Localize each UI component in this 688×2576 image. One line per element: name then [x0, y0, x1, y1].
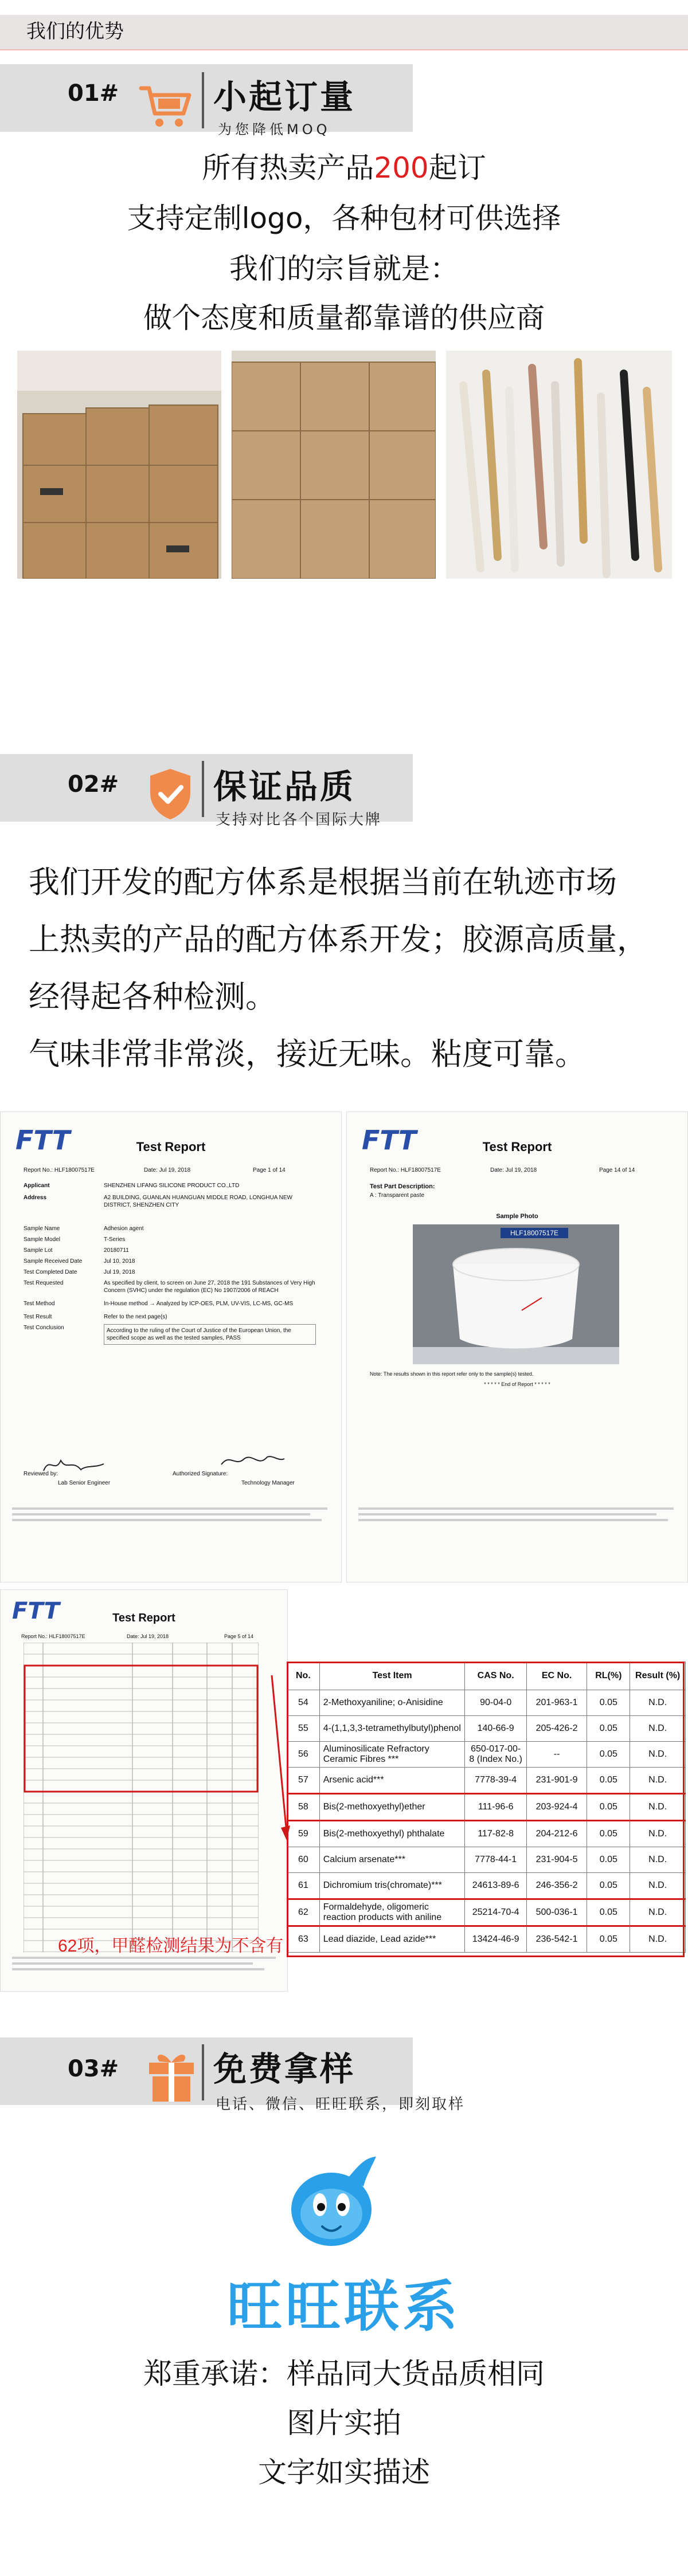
table-cell: 203-924-4 — [526, 1794, 587, 1821]
table-row — [287, 1690, 686, 1716]
field-row: Sample Model T-Series — [24, 1236, 126, 1243]
table-row — [287, 1768, 686, 1794]
section1-line-1 — [0, 148, 688, 188]
table-cell: 58 — [287, 1794, 320, 1821]
section3-number: 03# — [68, 2056, 119, 2082]
wangwang-brand: 旺旺联系 — [227, 2275, 461, 2339]
table-cell: Calcium arsenate*** — [319, 1847, 465, 1873]
table-row — [287, 1899, 686, 1926]
table-cell: 62 — [287, 1899, 320, 1926]
footer-text-block — [358, 1507, 674, 1510]
report-page: Page 14 of 14 — [599, 1167, 635, 1173]
table-cell: N.D. — [630, 1873, 686, 1899]
promise-line: 图片实拍 — [287, 2406, 401, 2440]
table-cell: Bis(2-methoxyethyl)ether — [319, 1794, 465, 1821]
section2-title: 保证品质 — [213, 767, 356, 806]
ftt-logo: FTT — [12, 1598, 60, 1624]
report-title: Test Report — [112, 1612, 175, 1624]
table-cell: 500-036-1 — [526, 1899, 587, 1926]
table-cell: 25214-70-4 — [465, 1899, 526, 1926]
table-cell: 0.05 — [587, 1899, 630, 1926]
ftt-logo: FTT — [362, 1125, 417, 1156]
table-cell: 246-356-2 — [526, 1873, 587, 1899]
table-cell: N.D. — [630, 1768, 686, 1794]
field-row: Sample Received Date Jul 10, 2018 — [24, 1258, 135, 1265]
table-cell: 60 — [287, 1847, 320, 1873]
table-cell: 90-04-0 — [465, 1690, 526, 1716]
table-cell: Arsenic acid*** — [319, 1768, 465, 1794]
col-header: EC No. — [526, 1662, 587, 1690]
table-cell: 4-(1,1,3,3-tetramethylbutyl)phenol — [319, 1716, 465, 1742]
table-cell: -- — [526, 1742, 587, 1768]
table-cell: N.D. — [630, 1926, 686, 1953]
table-cell: 63 — [287, 1926, 320, 1953]
table-row — [287, 1926, 686, 1953]
table-cell: N.D. — [630, 1742, 686, 1768]
table-cell: 231-904-5 — [526, 1847, 587, 1873]
table-cell: 0.05 — [587, 1821, 630, 1847]
table-row — [287, 1742, 686, 1768]
test-report-page-14 — [346, 1112, 688, 1582]
line-text: 起订 — [428, 151, 486, 184]
field-row: Test Method In-House method → Analyzed by ICP-OES, PLM, UV-VIS, LC-MS, GC-MS — [24, 1301, 294, 1307]
table-cell: N.D. — [630, 1794, 686, 1821]
paragraph-line: 我们开发的配方体系是根据当前在轨迹市场 — [29, 864, 617, 900]
section3-lines — [0, 2349, 688, 2497]
table-row — [287, 1873, 686, 1899]
results-table — [287, 1662, 686, 1953]
lipgloss-tubes-photo — [446, 351, 672, 579]
table-row — [287, 1716, 686, 1742]
table-cell: 2-Methoxyaniline; o-Anisidine — [319, 1690, 465, 1716]
field-row: Test Conclusion According to the ruling of the Court of Justice of the European Union, the specified scope as well as the tested samples, PASS — [24, 1324, 316, 1345]
section2-number: 02# — [68, 771, 119, 798]
table-cell: 57 — [287, 1768, 320, 1794]
table-cell: 231-901-9 — [526, 1768, 587, 1794]
test-report-page-5 — [0, 1589, 301, 1992]
mini-results-table — [24, 1643, 259, 1952]
field-row: Test Requested As specified by client, to screen on June 27, 2018 the 191 Substances of Very High Concern (SVHC) under the regulation (EC) No 1907/2006 of REACH — [24, 1280, 315, 1294]
report-no: Report No.: HLF18007517E — [370, 1167, 441, 1173]
table-cell: N.D. — [630, 1690, 686, 1716]
gift-box-icon — [146, 2049, 197, 2104]
header-divider — [0, 49, 688, 50]
end-of-report: * * * * * End of Report * * * * * — [484, 1381, 550, 1387]
section3-divider — [202, 2044, 204, 2100]
test-report-page-1 — [0, 1112, 342, 1582]
footer-text-block — [12, 1519, 322, 1521]
table-cell: Aluminosilicate Refractory Ceramic Fibres *** — [319, 1742, 465, 1768]
col-header: RL(%) — [587, 1662, 630, 1690]
part-description: Test Part Description: — [370, 1183, 435, 1190]
warehouse-photo-2 — [232, 351, 436, 579]
sample-tag: HLF18007517E — [501, 1228, 568, 1238]
report-title: Test Report — [136, 1140, 206, 1154]
table-cell: 61 — [287, 1873, 320, 1899]
section2-divider — [202, 761, 204, 817]
section1-line-3: 我们的宗旨就是： — [229, 252, 459, 285]
table-cell: 7778-39-4 — [465, 1768, 526, 1794]
table-cell: 0.05 — [587, 1847, 630, 1873]
table-cell: 236-542-1 — [526, 1926, 587, 1953]
table-cell: Formaldehyde, oligomeric reaction products with aniline — [319, 1899, 465, 1926]
footer-text-block — [12, 1957, 276, 1959]
page-title: 我们的优势 — [26, 20, 124, 43]
cart-icon — [138, 81, 195, 133]
photo-label: Sample Photo — [496, 1213, 538, 1220]
table-cell: 111-96-6 — [465, 1794, 526, 1821]
table-cell: 0.05 — [587, 1716, 630, 1742]
table-cell: N.D. — [630, 1899, 686, 1926]
paragraph-line: 上热卖的产品的配方体系开发；胶源高质量， — [29, 921, 648, 957]
section1-number: 01# — [68, 80, 119, 107]
section2-paragraph — [29, 854, 665, 1083]
footer-text-block — [12, 1962, 253, 1965]
section1-divider — [202, 72, 204, 128]
footer-text-block — [12, 1968, 264, 1970]
report-no: Report No.: HLF18007517E — [21, 1633, 85, 1639]
promise-line: 郑重承诺：样品同大货品质相同 — [143, 2357, 545, 2390]
report-title: Test Report — [482, 1140, 552, 1154]
report-date: Date: Jul 19, 2018 — [490, 1167, 537, 1173]
table-cell: Bis(2-methoxyethyl) phthalate — [319, 1821, 465, 1847]
reviewed-by: Reviewed by: — [24, 1471, 58, 1477]
table-cell: 24613-89-6 — [465, 1873, 526, 1899]
table-cell: 13424-46-9 — [465, 1926, 526, 1953]
table-cell: 0.05 — [587, 1873, 630, 1899]
table-cell: 204-212-6 — [526, 1821, 587, 1847]
table-cell: 201-963-1 — [526, 1690, 587, 1716]
paragraph-line: 气味非常非常淡，接近无味。粘度可靠。 — [29, 1036, 586, 1072]
paragraph-line: 经得起各种检测。 — [29, 979, 276, 1015]
report-page: Page 1 of 14 — [253, 1167, 286, 1173]
field-row: Address A2 BUILDING, GUANLAN HUANGUAN MIDDLE ROAD, LONGHUA NEW DISTRICT, SHENZHEN CITY — [24, 1195, 292, 1208]
field-row: Sample Name Adhesion agent — [24, 1226, 144, 1232]
promise-line: 文字如实描述 — [258, 2456, 430, 2489]
footer-text-block — [358, 1513, 656, 1515]
section3-title: 免费拿样 — [213, 2049, 356, 2088]
moq-highlight: 200 — [374, 151, 429, 184]
field-row: Applicant SHENZHEN LIFANG SILICONE PRODUCT CO.,LTD — [24, 1183, 240, 1189]
report-no: Report No.: HLF18007517E — [24, 1167, 95, 1173]
table-cell: 0.05 — [587, 1768, 630, 1794]
test-result-table — [287, 1662, 686, 1960]
signature-2 — [218, 1450, 287, 1473]
table-cell: 0.05 — [587, 1742, 630, 1768]
section3-subtitle: 电话、微信、旺旺联系，即刻取样 — [216, 2096, 466, 2113]
table-cell: N.D. — [630, 1847, 686, 1873]
ftt-logo: FTT — [15, 1125, 71, 1156]
col-header: Test Item — [319, 1662, 465, 1690]
report-note: Note: The results shown in this report refer only to the sample(s) tested. — [370, 1371, 534, 1377]
report-date: Date: Jul 19, 2018 — [127, 1633, 169, 1639]
section1-title: 小起订量 — [213, 77, 356, 116]
col-header: Result (%) — [630, 1662, 686, 1690]
auth-role: Technology Manager — [241, 1480, 295, 1486]
table-row — [287, 1821, 686, 1847]
section1-subtitle: 为您降低MOQ — [218, 121, 331, 138]
table-cell: 55 — [287, 1716, 320, 1742]
table-cell: 205-426-2 — [526, 1716, 587, 1742]
table-header-row — [287, 1662, 686, 1690]
report-fields — [24, 1182, 316, 1345]
table-cell: 117-82-8 — [465, 1821, 526, 1847]
section1-line-4: 做个态度和质量都靠谱的供应商 — [143, 301, 545, 335]
table-cell: 140-66-9 — [465, 1716, 526, 1742]
table-cell: 54 — [287, 1690, 320, 1716]
table-row — [287, 1794, 686, 1821]
formaldehyde-annotation: 62项，甲醛检测结果为不含有！ — [58, 1937, 301, 1955]
field-row: Test Completed Date Jul 19, 2018 — [24, 1269, 135, 1275]
footer-text-block — [358, 1519, 668, 1521]
shield-check-icon — [146, 765, 195, 823]
wangwang-mascot-icon — [274, 2152, 389, 2255]
section2-subtitle: 支持对比各个国际大牌 — [216, 811, 382, 828]
col-header: CAS No. — [465, 1662, 526, 1690]
report-date: Date: Jul 19, 2018 — [144, 1167, 191, 1173]
table-cell: Lead diazide, Lead azide*** — [319, 1926, 465, 1953]
table-row — [287, 1847, 686, 1873]
table-cell: 650-017-00-8 (Index No.) — [465, 1742, 526, 1768]
table-cell: 56 — [287, 1742, 320, 1768]
table-cell: 0.05 — [587, 1926, 630, 1953]
table-cell: N.D. — [630, 1716, 686, 1742]
field-row: Test Result Refer to the next page(s) — [24, 1314, 167, 1320]
table-cell: Dichromium tris(chromate)*** — [319, 1873, 465, 1899]
col-header: No. — [287, 1662, 320, 1690]
part-item: A : Transparent paste — [370, 1192, 425, 1199]
reviewer-role: Lab Senior Engineer — [58, 1480, 111, 1486]
table-cell: N.D. — [630, 1821, 686, 1847]
sample-photo — [413, 1224, 619, 1364]
line-text: 所有热卖产品 — [202, 151, 374, 184]
warehouse-photo-1 — [17, 351, 221, 579]
footer-text-block — [12, 1513, 310, 1515]
table-cell: 0.05 — [587, 1690, 630, 1716]
field-row: Sample Lot 20180711 — [24, 1247, 129, 1254]
report-page: Page 5 of 14 — [224, 1633, 254, 1639]
footer-text-block — [12, 1507, 327, 1510]
section1-line-2: 支持定制logo，各种包材可供选择 — [127, 202, 561, 235]
table-cell: 59 — [287, 1821, 320, 1847]
auth-signature: Authorized Signature: — [173, 1471, 228, 1477]
table-cell: 7778-44-1 — [465, 1847, 526, 1873]
table-cell: 0.05 — [587, 1794, 630, 1821]
